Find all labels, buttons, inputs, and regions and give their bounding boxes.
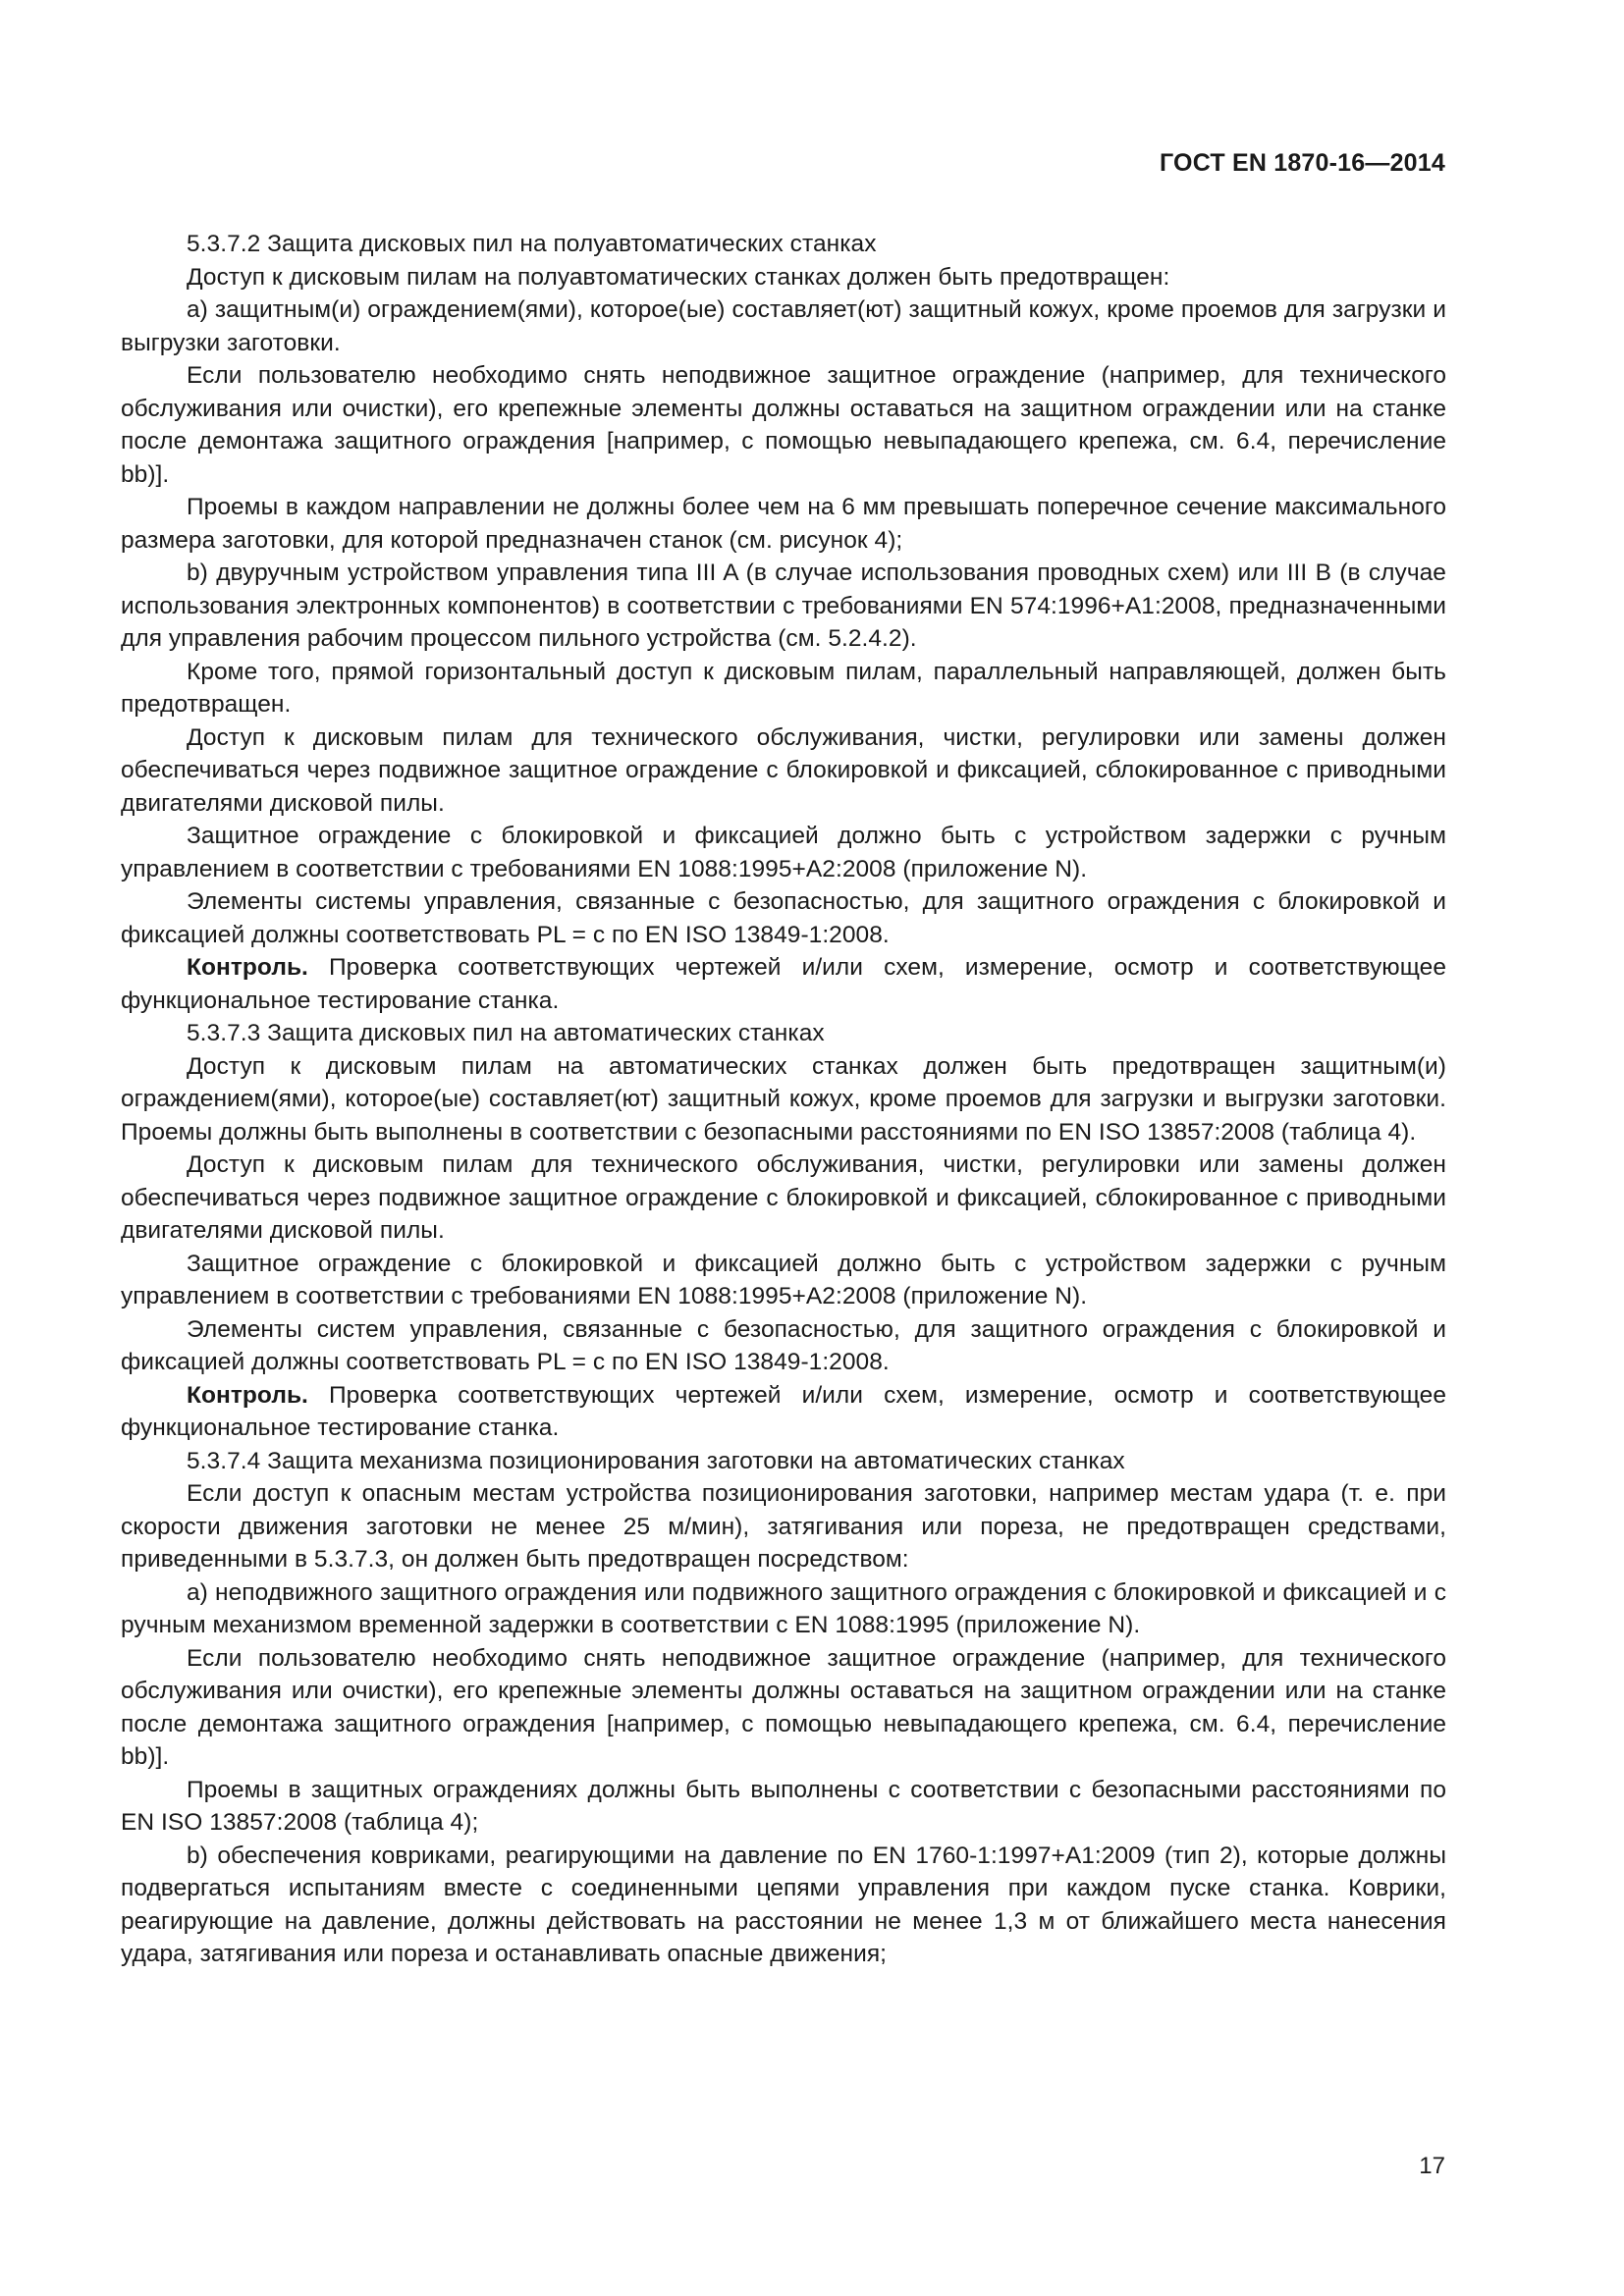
paragraph bbox=[121, 1313, 1446, 1379]
paragraph bbox=[121, 1445, 1446, 1478]
paragraph-text: Доступ к дисковым пилам для технического обслуживания, чистки, регулировки или замены должен обеспечиваться через подвижное защитное ограждение с блокировкой и фиксацией, сблокированное с приводными двигателями дисковой пилы. bbox=[121, 723, 1446, 817]
paragraph bbox=[121, 1642, 1446, 1774]
paragraph-text: b) обеспечения ковриками, реагирующими на давление по EN 1760-1:1997+A1:2009 (тип 2), которые должны подвергаться испытаниям вместе с соединенными цепями управления при каждом пуске станка. Коврики, реагирующие на давление, должны действовать на расстоянии не менее 1,3 м от ближайшего места нанесения удара, затягивания или пореза и останавливать опасные движения; bbox=[121, 1842, 1446, 1967]
standard-code-header: ГОСТ EN 1870-16—2014 bbox=[1160, 149, 1445, 177]
paragraph-text: Если доступ к опасным местам устройства позиционирования заготовки, например местам удара (т. е. при скорости движения заготовки не менее 25 м/мин), затягивания или пореза, не предотвращен средствами, приведенными в 5.3.7.3, он должен быть предотвращен посредством: bbox=[121, 1480, 1446, 1573]
paragraph bbox=[121, 1017, 1446, 1050]
paragraph bbox=[121, 951, 1446, 1017]
paragraph-text: Элементы систем управления, связанные с безопасностью, для защитного ограждения с блокировкой и фиксацией должны соответствовать PL = c по EN ISO 13849-1:2008. bbox=[121, 1315, 1446, 1375]
paragraph-text: Проверка соответствующих чертежей и/или схем, измерение, осмотр и соответствующее функциональное тестирование станка. bbox=[121, 1381, 1446, 1441]
paragraph-lead: Контроль. bbox=[187, 1381, 308, 1409]
paragraph bbox=[121, 261, 1446, 294]
paragraph bbox=[121, 656, 1446, 721]
paragraph-text: 5.3.7.2 Защита дисковых пил на полуавтоматических станках bbox=[187, 231, 877, 257]
paragraph-text: a) защитным(и) ограждением(ями), которое(ые) составляет(ют) защитный кожух, кроме проемов для загрузки и выгрузки заготовки. bbox=[121, 296, 1446, 356]
paragraph bbox=[121, 885, 1446, 951]
paragraph-text: Элементы системы управления, связанные с безопасностью, для защитного ограждения с блокировкой и фиксацией должны соответствовать PL = c по EN ISO 13849-1:2008. bbox=[121, 888, 1446, 948]
paragraph-text: Доступ к дисковым пилам для технического обслуживания, чистки, регулировки или замены должен обеспечиваться через подвижное защитное ограждение с блокировкой и фиксацией, сблокированное с приводными двигателями дисковой пилы. bbox=[121, 1151, 1446, 1244]
paragraph bbox=[121, 491, 1446, 557]
paragraph-lead: Контроль. bbox=[187, 954, 308, 981]
paragraph bbox=[121, 721, 1446, 821]
paragraph bbox=[121, 228, 1446, 261]
paragraph bbox=[121, 1774, 1446, 1840]
paragraph-text: Если пользователю необходимо снять неподвижное защитное ограждение (например, для технического обслуживания или очистки), его крепежные элементы должны оставаться на защитном ограждении или на станке после демонтажа защитного ограждения [например, с помощью невыпадающего крепежа, см. 6.4, перечисление bb)]. bbox=[121, 1644, 1446, 1770]
paragraph bbox=[121, 1379, 1446, 1445]
paragraph bbox=[121, 1050, 1446, 1149]
paragraph bbox=[121, 1148, 1446, 1248]
paragraph bbox=[121, 1477, 1446, 1576]
paragraph-text: Проемы в защитных ограждениях должны быть выполнены с соответствии с безопасными расстояниями по EN ISO 13857:2008 (таблица 4); bbox=[121, 1776, 1446, 1836]
document-body bbox=[121, 228, 1446, 1971]
paragraph bbox=[121, 359, 1446, 491]
paragraph bbox=[121, 1576, 1446, 1642]
paragraph-text: Доступ к дисковым пилам на полуавтоматических станках должен быть предотвращен: bbox=[187, 263, 1170, 291]
paragraph-text: Защитное ограждение с блокировкой и фиксацией должно быть с устройством задержки с ручным управлением в соответствии с требованиями EN 1088:1995+A2:2008 (приложение N). bbox=[121, 823, 1446, 882]
page-number: 17 bbox=[1419, 2153, 1445, 2179]
paragraph-text: a) неподвижного защитного ограждения или подвижного защитного ограждения с блокировкой и фиксацией и с ручным механизмом временной задержки в соответствии с EN 1088:1995 (приложение N). bbox=[121, 1578, 1446, 1638]
paragraph-text: b) двуручным устройством управления типа III A (в случае использования проводных схем) или III B (в случае использования электронных компонентов) в соответствии с требованиями EN 574:1996+A1:2008, предназначенными для управления рабочим процессом пильного устройства (см. 5.2.4.2). bbox=[121, 560, 1446, 652]
paragraph-text: Защитное ограждение с блокировкой и фиксацией должно быть с устройством задержки с ручным управлением в соответствии с требованиями EN 1088:1995+A2:2008 (приложение N). bbox=[121, 1250, 1446, 1309]
paragraph bbox=[121, 557, 1446, 656]
paragraph bbox=[121, 294, 1446, 359]
paragraph bbox=[121, 820, 1446, 885]
paragraph-text: Проемы в каждом направлении не должны более чем на 6 мм превышать поперечное сечение максимального размера заготовки, для которой предназначен станок (см. рисунок 4); bbox=[121, 494, 1446, 554]
paragraph-text: Доступ к дисковым пилам на автоматических станках должен быть предотвращен защитным(и) ограждением(ями), которое(ые) составляет(ют) защитный кожух, кроме проемов для загрузки и выгрузки заготовки. Проемы должны быть выполнены в соответствии с безопасными расстояниями по EN ISO 13857:2008 (таблица 4). bbox=[121, 1052, 1446, 1146]
paragraph-text: 5.3.7.3 Защита дисковых пил на автоматических станках bbox=[187, 1020, 825, 1046]
paragraph-text: Кроме того, прямой горизонтальный доступ к дисковым пилам, параллельный направляющей, должен быть предотвращен. bbox=[121, 658, 1446, 718]
paragraph-text: 5.3.7.4 Защита механизма позиционирования заготовки на автоматических станках bbox=[187, 1447, 1125, 1474]
paragraph-text: Если пользователю необходимо снять неподвижное защитное ограждение (например, для технического обслуживания или очистки), его крепежные элементы должны оставаться на защитном ограждении или на станке после демонтажа защитного ограждения [например, с помощью невыпадающего крепежа, см. 6.4, перечисление bb)]. bbox=[121, 362, 1446, 488]
paragraph-text: Проверка соответствующих чертежей и/или схем, измерение, осмотр и соответствующее функциональное тестирование станка. bbox=[121, 954, 1446, 1014]
paragraph bbox=[121, 1248, 1446, 1313]
paragraph bbox=[121, 1840, 1446, 1971]
